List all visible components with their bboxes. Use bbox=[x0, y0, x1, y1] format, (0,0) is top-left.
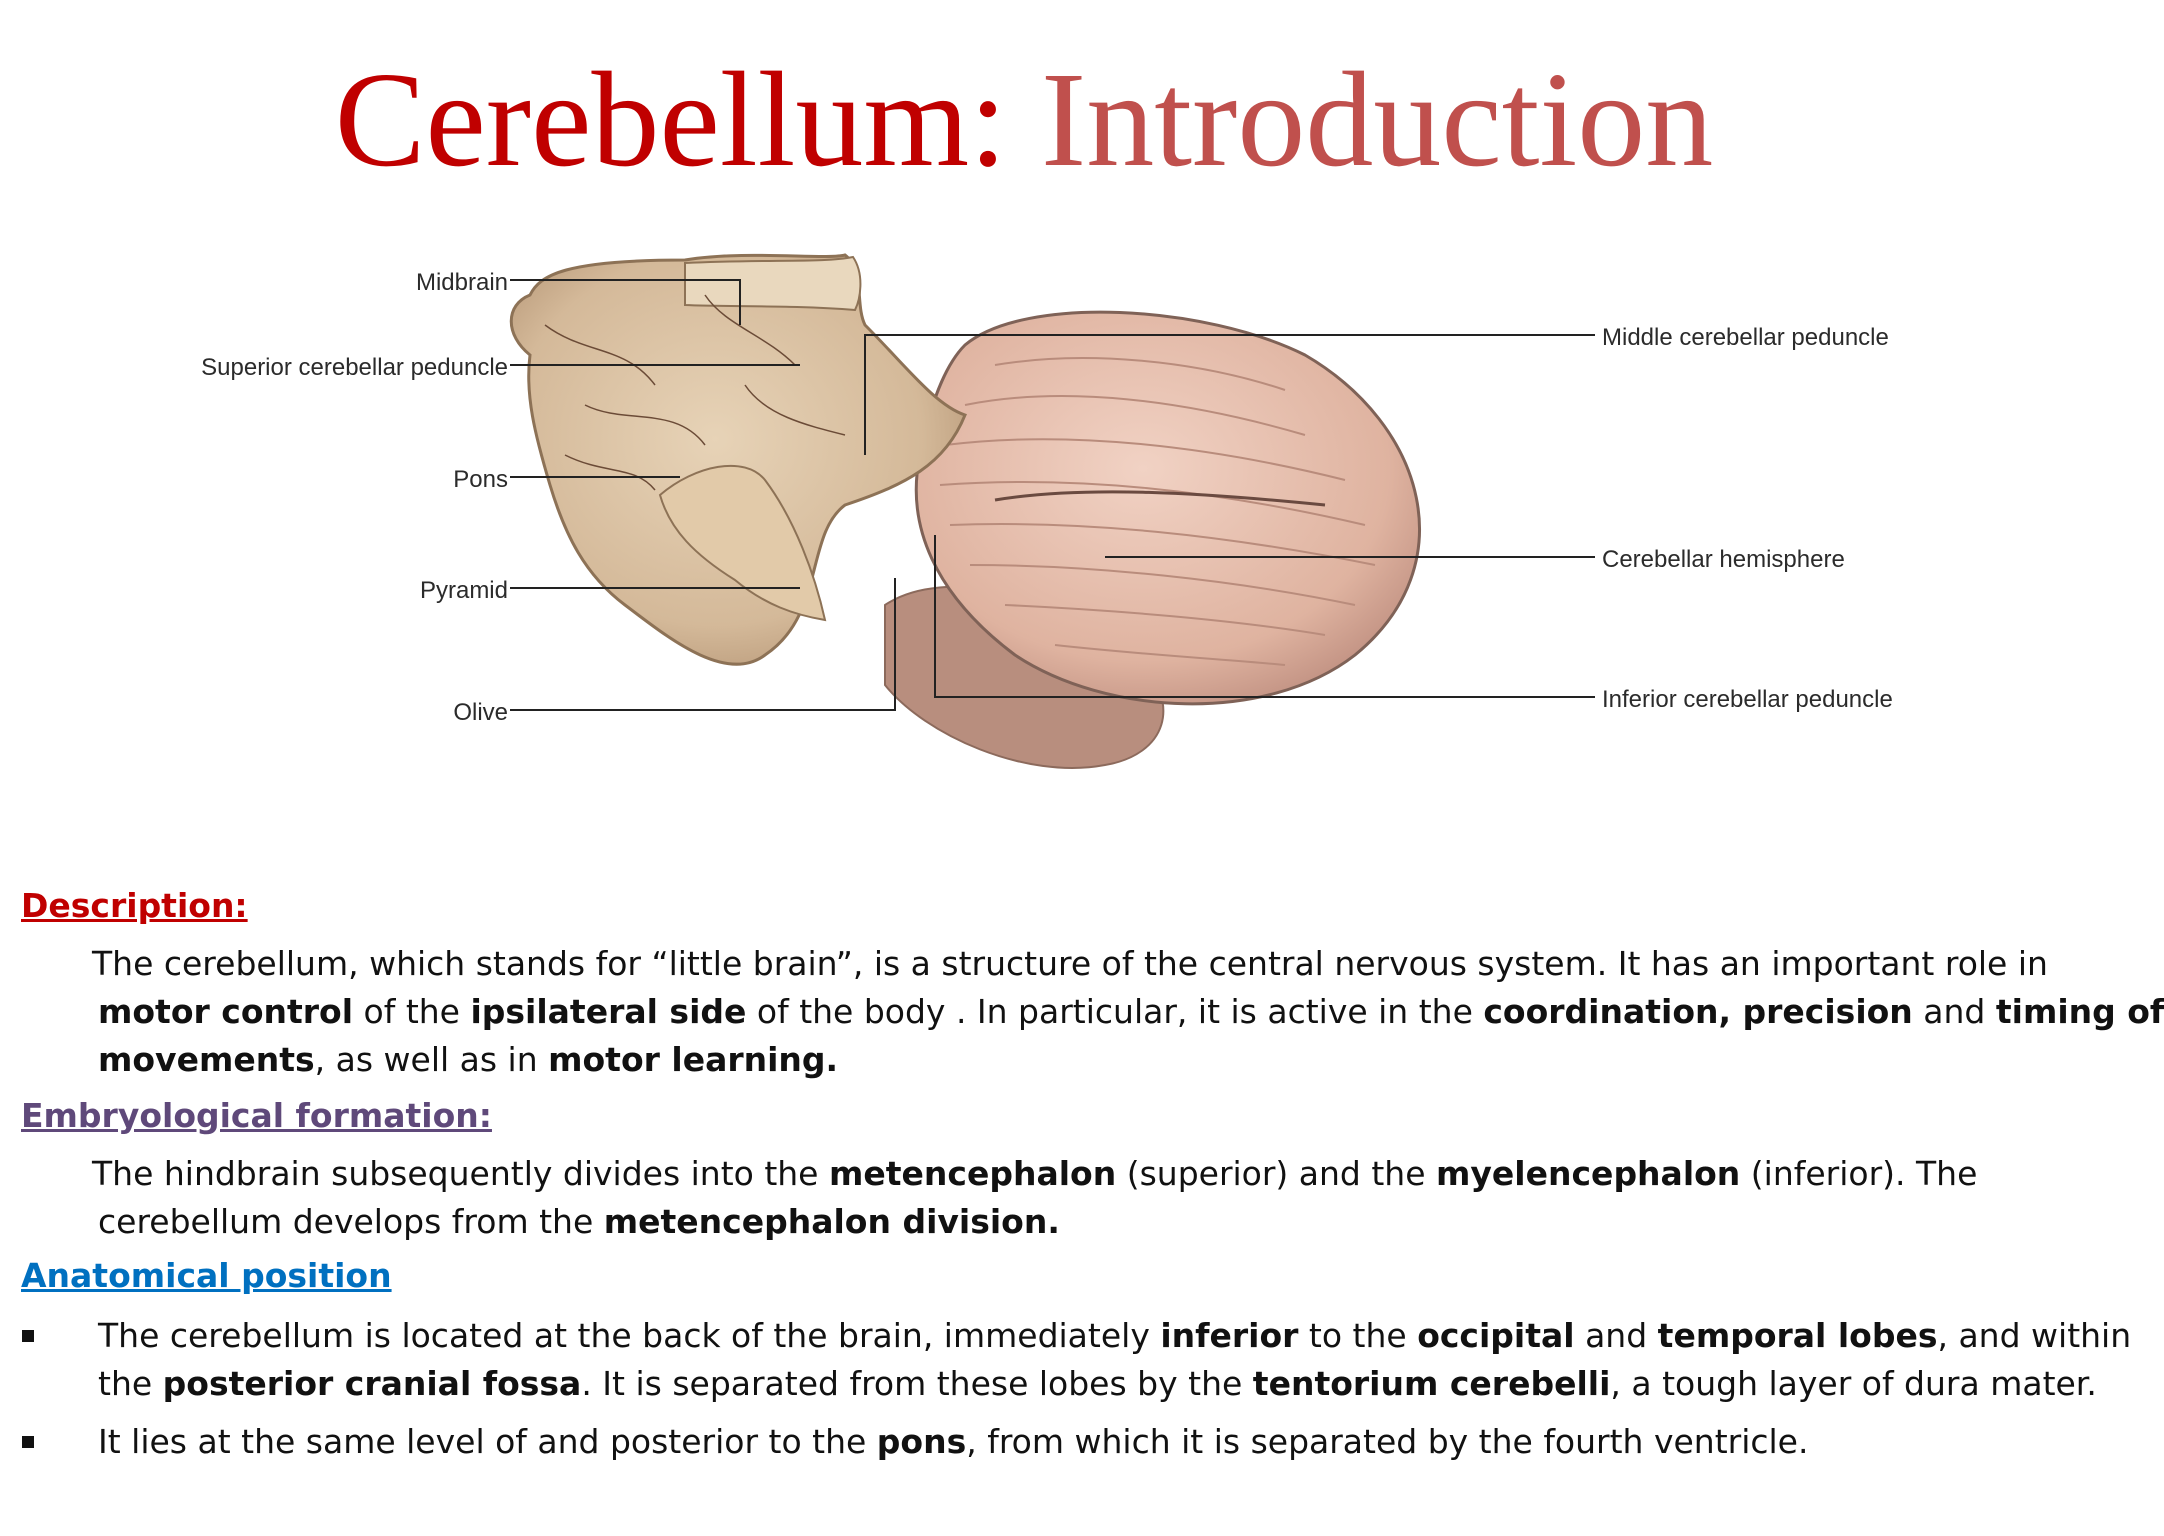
term-movements: movements bbox=[98, 1040, 315, 1079]
text: , from which it is separated by the fourth ventricle. bbox=[966, 1422, 1809, 1461]
term-tentorium-cerebelli: tentorium cerebelli bbox=[1252, 1364, 1611, 1403]
embryology-heading: Embryological formation: bbox=[21, 1096, 492, 1135]
term-metencephalon-division: metencephalon division. bbox=[603, 1202, 1060, 1241]
anatomical-bullet-2 bbox=[98, 1418, 1808, 1466]
bullet-marker-2 bbox=[22, 1436, 34, 1448]
term-motor-learning: motor learning. bbox=[548, 1040, 839, 1079]
text: The hindbrain subsequently divides into the bbox=[92, 1154, 829, 1193]
title-part-introduction: Introduction bbox=[1006, 45, 1714, 195]
text: . It is separated from these lobes by the bbox=[581, 1364, 1253, 1403]
text: The cerebellum is located at the back of the brain, immediately bbox=[98, 1316, 1161, 1355]
bullet-marker-1 bbox=[22, 1330, 34, 1342]
anatomical-heading: Anatomical position bbox=[21, 1256, 392, 1295]
term-ipsilateral-side: ipsilateral side bbox=[470, 992, 747, 1031]
title-part-cerebellum: Cerebellum: bbox=[334, 45, 1007, 195]
text: , as well as in bbox=[314, 1040, 549, 1079]
term-motor-control: motor control bbox=[98, 992, 354, 1031]
label-pons: Pons bbox=[453, 466, 508, 493]
term-pons: pons bbox=[876, 1422, 967, 1461]
text: to the bbox=[1298, 1316, 1418, 1355]
label-cerebellar-hemisphere: Cerebellar hemisphere bbox=[1602, 546, 1845, 573]
text: (inferior). The bbox=[1740, 1154, 1978, 1193]
term-inferior: inferior bbox=[1160, 1316, 1299, 1355]
text: , a tough layer of dura mater. bbox=[1610, 1364, 2097, 1403]
anatomical-bullet-1-line-2 bbox=[98, 1360, 2097, 1408]
term-timing-of: timing of bbox=[1995, 992, 2164, 1031]
text: It lies at the same level of and posterior to the bbox=[98, 1422, 877, 1461]
text: of the body . In particular, it is active in the bbox=[746, 992, 1484, 1031]
term-myelencephalon: myelencephalon bbox=[1436, 1154, 1741, 1193]
anatomical-bullet-1-line-1 bbox=[98, 1312, 2131, 1360]
embryology-line-1 bbox=[92, 1150, 1977, 1198]
text: (superior) and the bbox=[1116, 1154, 1437, 1193]
brainstem-cerebellum-figure bbox=[201, 235, 1905, 875]
description-line-3 bbox=[98, 1036, 838, 1084]
text: and bbox=[1912, 992, 1996, 1031]
text: cerebellum develops from the bbox=[98, 1202, 604, 1241]
description-heading: Description: bbox=[21, 886, 248, 925]
label-pyramid: Pyramid bbox=[419, 577, 508, 604]
text: of the bbox=[353, 992, 471, 1031]
text: and bbox=[1574, 1316, 1658, 1355]
label-midbrain: Midbrain bbox=[415, 269, 508, 296]
slide-title bbox=[0, 45, 2048, 195]
label-inferior-cerebellar-peduncle: Inferior cerebellar peduncle bbox=[1602, 686, 1893, 713]
term-occipital: occipital bbox=[1417, 1316, 1575, 1355]
term-posterior-cranial-fossa: posterior cranial fossa bbox=[162, 1364, 582, 1403]
label-superior-cerebellar-peduncle: Superior cerebellar peduncle bbox=[201, 354, 508, 381]
label-olive: Olive bbox=[453, 699, 508, 726]
term-temporal-lobes: temporal lobes bbox=[1657, 1316, 1938, 1355]
description-line-2 bbox=[98, 988, 2164, 1036]
embryology-line-2 bbox=[98, 1198, 1060, 1246]
term-coordination-precision: coordination, precision bbox=[1483, 992, 1913, 1031]
term-metencephalon: metencephalon bbox=[828, 1154, 1117, 1193]
label-middle-cerebellar-peduncle: Middle cerebellar peduncle bbox=[1602, 324, 1889, 351]
text: , and within bbox=[1937, 1316, 2132, 1355]
description-line-1: The cerebellum, which stands for “little brain”, is a structure of the central nervous system. It has an important role in bbox=[92, 944, 2048, 983]
text: the bbox=[98, 1364, 163, 1403]
